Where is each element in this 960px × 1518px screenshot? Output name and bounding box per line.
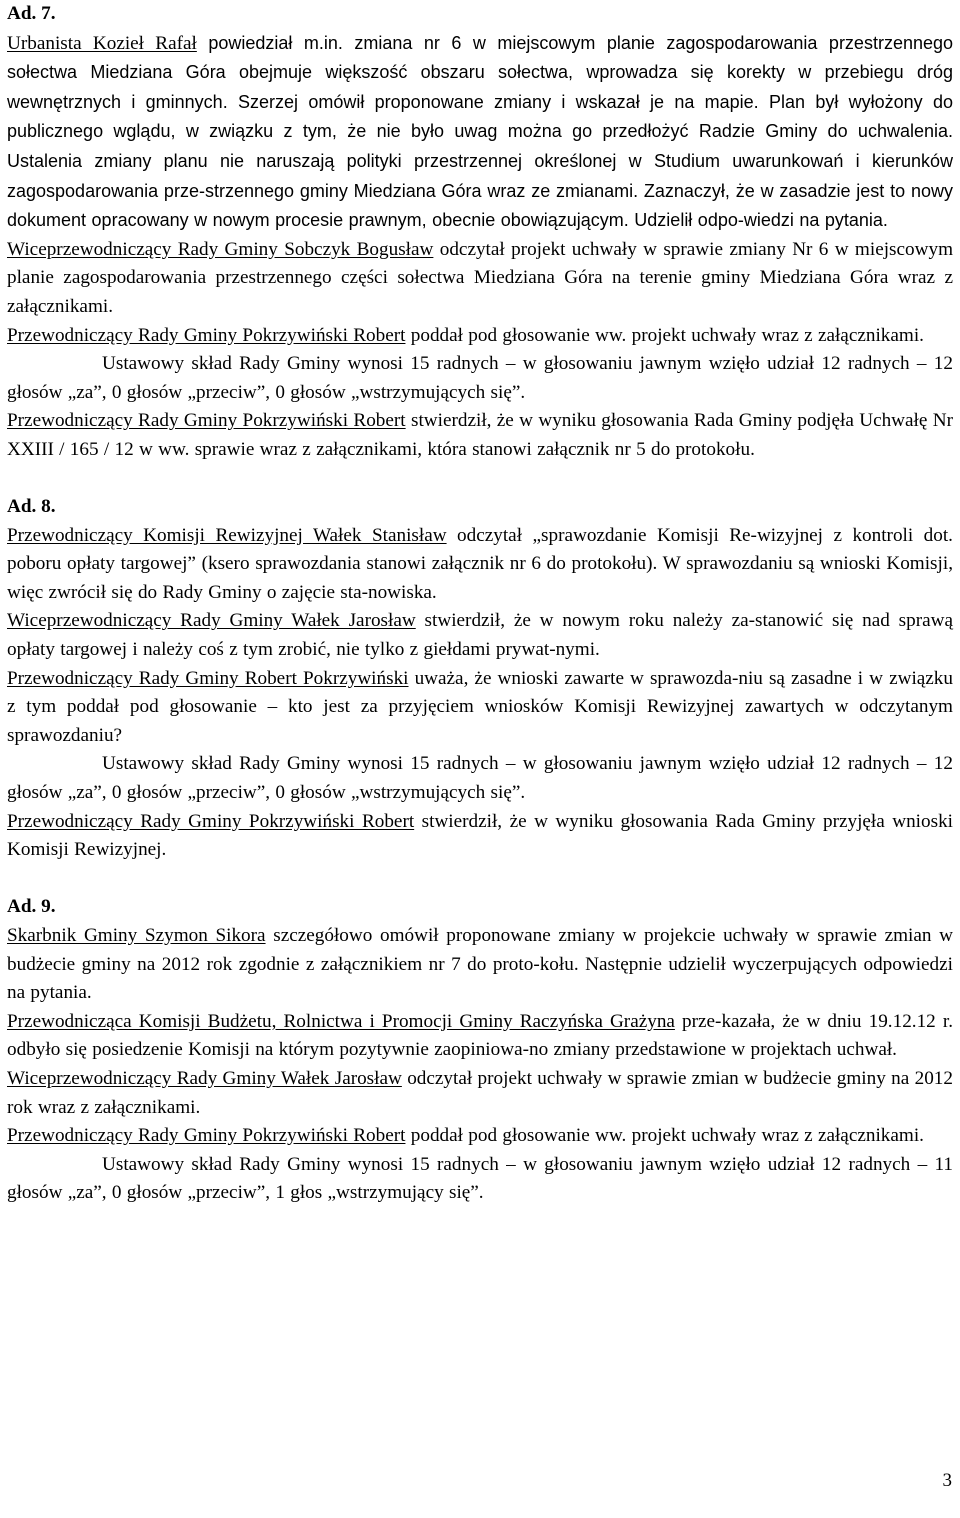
paragraph-wiceprzewodniczacy-budzet: [7, 1065, 953, 1122]
vote-result-paragraph: Ustawowy skład Rady Gminy wynosi 15 radnych – w głosowaniu jawnym wzięło udział 12 radnych – 12 głosów „za”, 0 głosów „przeciw”, 0 głosów „wstrzymujących się”.: [7, 353, 953, 403]
paragraph-text: stwierdził, że w nowym roku należy za-stanowić się nad sprawą opłaty targowej i należy coś z tym zrobić, nie tylko z giełdami prywat-nymi.: [7, 610, 953, 661]
paragraph-komisja-budzetu: [7, 1008, 953, 1065]
paragraph-przewodniczacy-vote-call: [7, 1122, 953, 1151]
page-number: 3: [942, 1470, 952, 1492]
paragraph-wnioski-adopted: [7, 808, 953, 865]
vote-result-paragraph: Ustawowy skład Rady Gminy wynosi 15 radnych – w głosowaniu jawnym wzięło udział 12 radnych – 11 głosów „za”, 0 głosów „przeciw”, 1 głos „wstrzymujący się”.: [7, 1153, 953, 1204]
paragraph-text: powiedział m.in. zmiana nr 6 w miejscowym planie zagospodarowania przestrzennego sołectwa Miedziana Góra obejmuje większość obszaru sołectwa, wprowadza się korekty w przebiegu dróg wewnętrznych i gminnych. Szerzej omówił proponowane zmiany i wskazał je na mapie. Plan był wyłożony do publicznego wglądu, w związku z tym, że nie było uwag można go przedłożyć Radzie Gminy do uchwalenia. Ustalenia zmiany planu nie naruszają polityki przestrzennej określonej w Studium uwarunkowań i kierunków zagospodarowania prze-strzennego gminy Miedziana Góra wraz ze zmianami. Zaznaczył, że w zasadzie jest to nowy dokument opracowany w nowym procesie prawnym, obecnie obowiązującym. Udzielił odpo-wiedzi na pytania.: [7, 32, 954, 231]
paragraph-komisja-rewizyjna: [7, 522, 953, 608]
speaker-name: Skarbnik Gminy Szymon Sikora: [7, 925, 266, 946]
paragraph-text: prze-kazała, że w dniu 19.12.12 r. odbyło się posiedzenie Komisji na którym pozytywnie zaopiniowa-no zmiany przedstawione w projektach uchwał.: [7, 1010, 953, 1061]
section-spacer: [7, 865, 953, 894]
section-spacer: [7, 465, 953, 494]
speaker-name: Przewodniczący Rady Gminy Pokrzywiński Robert: [7, 810, 415, 832]
speaker-name: Przewodnicząca Komisji Budżetu, Rolnictwa i Promocji Gminy Raczyńska Grażyna: [7, 1010, 675, 1032]
paragraph-text: poddał pod głosowanie ww. projekt uchwały wraz z załącznikami.: [405, 1125, 924, 1147]
speaker-name: Urbanista Kozieł Rafał: [7, 32, 197, 54]
paragraph-text: odczytał projekt uchwały w sprawie zmian w budżecie gminy na 2012 rok wraz z załącznikami.: [7, 1067, 953, 1118]
paragraph-text: stwierdził, że w wyniku głosowania Rada Gminy podjęła Uchwałę Nr XXIII / 165 / 12 w ww. sprawie wraz z załącznikami, która stanowi załącznik nr 5 do protokołu.: [7, 410, 953, 460]
paragraph-resolution-adopted: [7, 407, 953, 464]
paragraph-text: stwierdził, że w wyniku głosowania Rada Gminy przyjęła wnioski Komisji Rewizyjnej.: [7, 810, 953, 861]
paragraph-wiceprzewodniczacy-walek: [7, 607, 953, 664]
vote-result-paragraph: Ustawowy skład Rady Gminy wynosi 15 radnych – w głosowaniu jawnym wzięło udział 12 radnych – 12 głosów „za”, 0 głosów „przeciw”, 0 głosów „wstrzymujących się”.: [7, 753, 953, 804]
paragraph-przewodniczacy-wnioski: [7, 665, 953, 751]
paragraph-text: odczytał projekt uchwały w sprawie zmiany Nr 6 w miejscowym planie zagospodarowania przestrzennego części sołectwa Miedziana Góra na terenie gminy Miedziana Góra wraz z załącznikami.: [7, 238, 953, 317]
paragraph-text: uważa, że wnioski zawarte w sprawozda-niu są zasadne i w związku z tym poddał pod głosowanie – kto jest za przyjęciem wniosków Komisji Rewizyjnej zawartych w odczytanym sprawozdaniu?: [7, 667, 953, 746]
speaker-name: Wiceprzewodniczący Rady Gminy Wałek Jarosław: [7, 1067, 402, 1089]
speaker-name: Przewodniczący Rady Gminy Pokrzywiński Robert: [7, 324, 406, 346]
paragraph-wiceprzewodniczacy-sobczyk: [7, 236, 953, 322]
paragraph-text: szczegółowo omówił proponowane zmiany w projekcie uchwały w sprawie zmian w budżecie gminy na 2012 rok zgodnie z załącznikiem nr 7 do proto-kołu. Następnie udzielił wyczerpujących odpowiedzi na pytania.: [7, 925, 953, 1004]
speaker-name: Przewodniczący Komisji Rewizyjnej Wałek Stanisław: [7, 524, 447, 546]
paragraph-skarbnik: [7, 922, 953, 1008]
paragraph-text: odczytał „sprawozdanie Komisji Re-wizyjnej z kontroli dot. poboru opłaty targowej” (ksero sprawozdania stanowi załącznik nr 6 do protokołu). W sprawozdaniu są wnioski Komisji, więc zwrócił się do Rady Gminy o zajęcie sta-nowiska.: [7, 524, 953, 603]
paragraph-text: poddał pod głosowanie ww. projekt uchwały wraz z załącznikami.: [405, 324, 924, 346]
paragraph-przewodniczacy-vote-call: [7, 322, 953, 351]
paragraph-urbanista: [7, 29, 953, 236]
section-heading-ad8: Ad. 8.: [7, 496, 56, 518]
speaker-name: Wiceprzewodniczący Rady Gminy Wałek Jarosław: [7, 610, 416, 632]
section-heading-ad7: Ad. 7.: [7, 3, 56, 24]
section-heading-ad9: Ad. 9.: [7, 896, 56, 918]
speaker-name: Przewodniczący Rady Gminy Pokrzywiński Robert: [7, 1125, 406, 1147]
speaker-name: Przewodniczący Rady Gminy Pokrzywiński Robert: [7, 410, 406, 432]
speaker-name: Przewodniczący Rady Gminy Robert Pokrzywiński: [7, 667, 409, 689]
speaker-name: Wiceprzewodniczący Rady Gminy Sobczyk Bogusław: [7, 238, 434, 260]
